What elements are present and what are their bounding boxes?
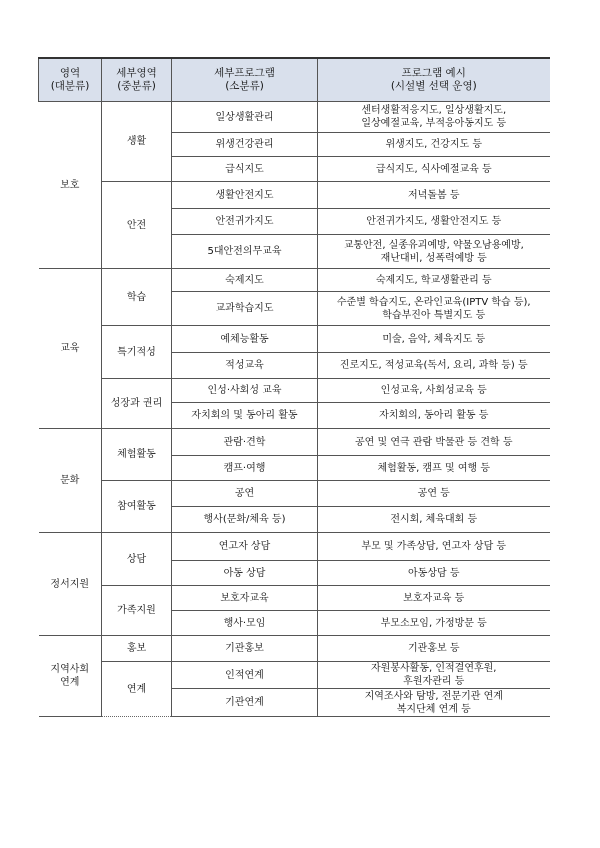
table-row xyxy=(39,533,550,561)
example-cell: 인성교육, 사회성교육 등 xyxy=(318,379,550,403)
example-cell: 보호자교육 등 xyxy=(318,586,550,611)
program-cell: 아동 상담 xyxy=(172,561,318,586)
example-cell: 지역조사와 탐방, 전문기관 연계 복지단체 연계 등 xyxy=(318,689,550,717)
example-cell: 기관홍보 등 xyxy=(318,636,550,662)
subarea-cell: 특기적성 xyxy=(102,326,172,379)
program-cell: 관람·견학 xyxy=(172,429,318,456)
table-body xyxy=(39,102,550,717)
example-cell: 급식지도, 식사예절교육 등 xyxy=(318,157,550,182)
subarea-cell: 체험활동 xyxy=(102,429,172,481)
program-cell: 캠프·여행 xyxy=(172,456,318,481)
example-cell: 공연 및 연극 관람 박물관 등 견학 등 xyxy=(318,429,550,456)
table-row xyxy=(39,379,550,403)
program-cell: 기관홍보 xyxy=(172,636,318,662)
example-cell: 전시회, 체육대회 등 xyxy=(318,507,550,533)
example-cell: 숙제지도, 학교생활관리 등 xyxy=(318,269,550,292)
table-row xyxy=(39,326,550,353)
header-area: 영역 (대분류) xyxy=(39,58,102,102)
program-cell: 일상생활관리 xyxy=(172,102,318,133)
example-cell: 미술, 음악, 체육지도 등 xyxy=(318,326,550,353)
table-row xyxy=(39,429,550,456)
area-cell: 정서지원 xyxy=(39,533,102,636)
example-cell: 자치회의, 동아리 활동 등 xyxy=(318,403,550,429)
program-cell: 행사·모임 xyxy=(172,611,318,636)
program-cell: 교과학습지도 xyxy=(172,292,318,326)
program-cell: 행사(문화/체육 등) xyxy=(172,507,318,533)
table-row xyxy=(39,102,550,133)
table-row xyxy=(39,481,550,507)
subarea-cell: 연계 xyxy=(102,662,172,717)
program-cell: 5대안전의무교육 xyxy=(172,235,318,269)
program-cell: 위생건강관리 xyxy=(172,133,318,157)
program-table xyxy=(38,57,550,717)
program-cell: 자치회의 및 동아리 활동 xyxy=(172,403,318,429)
program-cell: 급식지도 xyxy=(172,157,318,182)
example-cell: 진로지도, 적성교육(독서, 요리, 과학 등) 등 xyxy=(318,353,550,379)
subarea-cell: 참여활동 xyxy=(102,481,172,533)
header-subarea: 세부영역 (중분류) xyxy=(102,58,172,102)
area-cell: 지역사회 연계 xyxy=(39,636,102,717)
program-cell: 인적연계 xyxy=(172,662,318,689)
program-cell: 숙제지도 xyxy=(172,269,318,292)
table-row xyxy=(39,269,550,292)
program-cell: 연고자 상담 xyxy=(172,533,318,561)
area-cell: 보호 xyxy=(39,102,102,269)
example-cell: 부모 및 가족상담, 연고자 상담 등 xyxy=(318,533,550,561)
subarea-cell: 상담 xyxy=(102,533,172,586)
example-cell: 부모소모임, 가정방문 등 xyxy=(318,611,550,636)
subarea-cell: 성장과 권리 xyxy=(102,379,172,429)
table-row xyxy=(39,636,550,662)
example-cell: 위생지도, 건강지도 등 xyxy=(318,133,550,157)
subarea-cell: 홍보 xyxy=(102,636,172,662)
program-cell: 기관연계 xyxy=(172,689,318,717)
header-row xyxy=(39,58,550,102)
program-cell: 적성교육 xyxy=(172,353,318,379)
example-cell: 아동상담 등 xyxy=(318,561,550,586)
program-cell: 생활안전지도 xyxy=(172,182,318,209)
program-cell: 안전귀가지도 xyxy=(172,209,318,235)
example-cell: 자원봉사활동, 인적결연후원, 후원자관리 등 xyxy=(318,662,550,689)
header-example: 프로그램 예시 (시설별 선택 운영) xyxy=(318,58,550,102)
area-cell: 문화 xyxy=(39,429,102,533)
example-cell: 센터생활적응지도, 일상생활지도, 일상예절교육, 부적응아동지도 등 xyxy=(318,102,550,133)
table-row xyxy=(39,662,550,689)
table-row xyxy=(39,182,550,209)
subarea-cell: 학습 xyxy=(102,269,172,326)
header-program: 세부프로그램 (소분류) xyxy=(172,58,318,102)
program-cell: 공연 xyxy=(172,481,318,507)
subarea-cell: 가족지원 xyxy=(102,586,172,636)
example-cell: 체험활동, 캠프 및 여행 등 xyxy=(318,456,550,481)
example-cell: 공연 등 xyxy=(318,481,550,507)
example-cell: 교통안전, 실종유괴예방, 약물오남용예방, 재난대비, 성폭력예방 등 xyxy=(318,235,550,269)
subarea-cell: 안전 xyxy=(102,182,172,269)
program-cell: 인성·사회성 교육 xyxy=(172,379,318,403)
example-cell: 안전귀가지도, 생활안전지도 등 xyxy=(318,209,550,235)
example-cell: 저녁돌봄 등 xyxy=(318,182,550,209)
table-row xyxy=(39,586,550,611)
program-cell: 보호자교육 xyxy=(172,586,318,611)
example-cell: 수준별 학습지도, 온라인교육(IPTV 학습 등), 학습부진아 특별지도 등 xyxy=(318,292,550,326)
subarea-cell: 생활 xyxy=(102,102,172,182)
program-cell: 예체능활동 xyxy=(172,326,318,353)
area-cell: 교육 xyxy=(39,269,102,429)
